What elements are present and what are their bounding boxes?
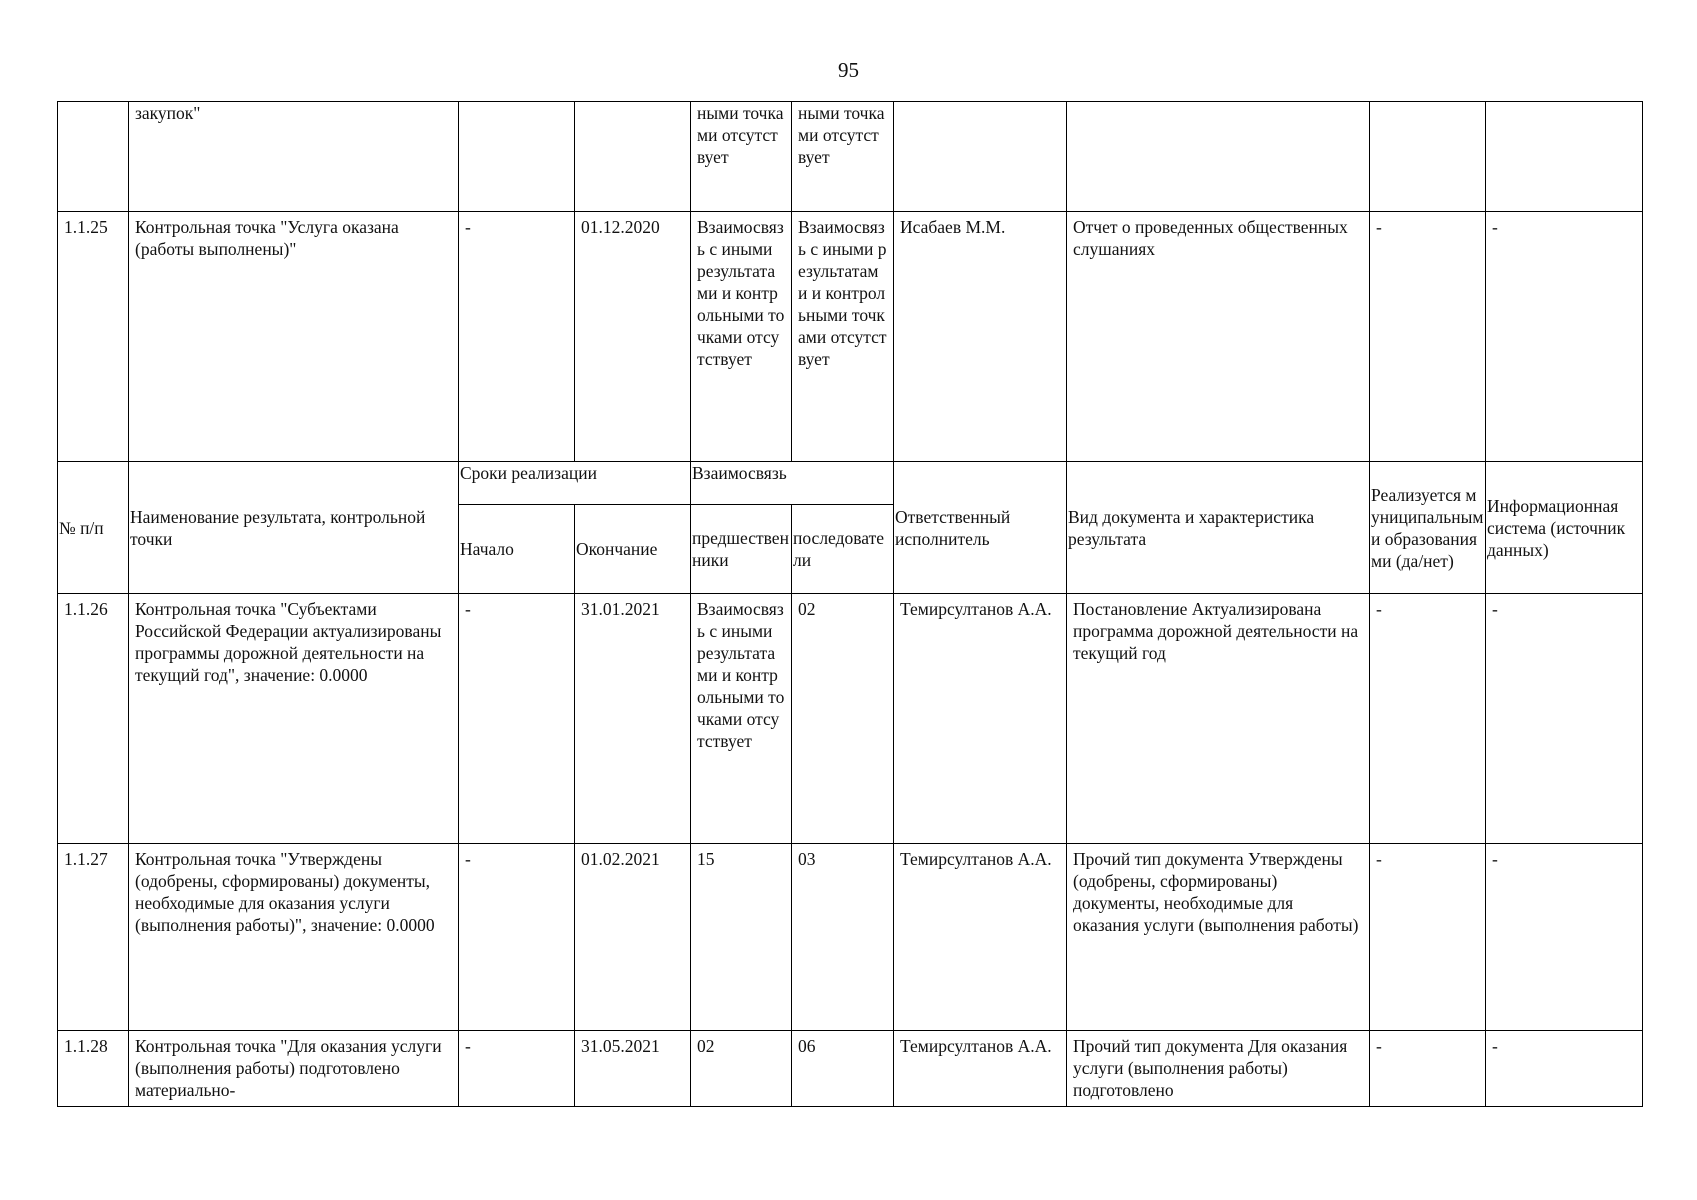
- cell-resp: [894, 102, 1067, 212]
- cell-municipal: [1370, 102, 1486, 212]
- header-name: Наименование результата, контрольной точки: [129, 462, 459, 594]
- cell-infosys: [1486, 102, 1643, 212]
- cell-start: -: [459, 1031, 575, 1107]
- page-number: 95: [838, 58, 859, 82]
- cell-infosys: -: [1486, 594, 1643, 844]
- cell-num: [58, 102, 129, 212]
- header-end: Окончание: [575, 505, 691, 594]
- cell-resp: Темирсултанов А.А.: [894, 594, 1067, 844]
- cell-start: -: [459, 212, 575, 462]
- header-resp: Ответственный исполнитель: [894, 462, 1067, 594]
- table-row: [58, 102, 1643, 212]
- cell-start: [459, 102, 575, 212]
- cell-num: 1.1.28: [58, 1031, 129, 1107]
- cell-end: [575, 102, 691, 212]
- cell-municipal: -: [1370, 212, 1486, 462]
- results-table: [57, 101, 1643, 1107]
- table-row: [58, 844, 1643, 1031]
- cell-name: Контрольная точка "Субъектами Российской Федерации актуализированы программы дорожной деятельности на текущий год", значение: 0.0000: [129, 594, 459, 844]
- cell-num: 1.1.25: [58, 212, 129, 462]
- cell-doc: [1067, 102, 1370, 212]
- cell-infosys: -: [1486, 1031, 1643, 1107]
- table-row: [58, 212, 1643, 462]
- cell-start: -: [459, 844, 575, 1031]
- cell-end: 01.12.2020: [575, 212, 691, 462]
- table-row: [58, 594, 1643, 844]
- cell-succ: Взаимосвязь с иными результатами и контрольными точками отсутствует: [792, 212, 894, 462]
- cell-pred: ными точками отсутствует: [691, 102, 792, 212]
- header-terms: Сроки реализации: [459, 462, 691, 505]
- cell-municipal: -: [1370, 844, 1486, 1031]
- cell-pred: Взаимосвязь с иными результатами и контрольными точками отсутствует: [691, 594, 792, 844]
- cell-doc: Постановление Актуализирована программа дорожной деятельности на текущий год: [1067, 594, 1370, 844]
- cell-pred: 15: [691, 844, 792, 1031]
- cell-succ: 02: [792, 594, 894, 844]
- cell-end: 01.02.2021: [575, 844, 691, 1031]
- cell-start: -: [459, 594, 575, 844]
- header-succ: последователи: [792, 505, 894, 594]
- cell-municipal: -: [1370, 594, 1486, 844]
- cell-end: 31.01.2021: [575, 594, 691, 844]
- cell-succ: 06: [792, 1031, 894, 1107]
- cell-infosys: -: [1486, 212, 1643, 462]
- cell-pred: 02: [691, 1031, 792, 1107]
- table-header-row: [58, 462, 1643, 505]
- cell-resp: Темирсултанов А.А.: [894, 1031, 1067, 1107]
- header-pred: предшественники: [691, 505, 792, 594]
- cell-doc: Отчет о проведенных общественных слушаниях: [1067, 212, 1370, 462]
- cell-doc: Прочий тип документа Для оказания услуги (выполнения работы) подготовлено: [1067, 1031, 1370, 1107]
- cell-num: 1.1.26: [58, 594, 129, 844]
- cell-name: Контрольная точка "Для оказания услуги (выполнения работы) подготовлено материально-: [129, 1031, 459, 1107]
- cell-resp: Исабаев М.М.: [894, 212, 1067, 462]
- cell-end: 31.05.2021: [575, 1031, 691, 1107]
- table-row: [58, 1031, 1643, 1107]
- header-start: Начало: [459, 505, 575, 594]
- header-doc: Вид документа и характеристика результата: [1067, 462, 1370, 594]
- header-municipal: Реализуется муниципальными образованиями (да/нет): [1370, 462, 1486, 594]
- cell-name: Контрольная точка "Утверждены (одобрены, сформированы) документы, необходимые для оказания услуги (выполнения работы)", значение: 0.0000: [129, 844, 459, 1031]
- cell-num: 1.1.27: [58, 844, 129, 1031]
- cell-succ: 03: [792, 844, 894, 1031]
- cell-name: закупок": [129, 102, 459, 212]
- cell-infosys: -: [1486, 844, 1643, 1031]
- cell-resp: Темирсултанов А.А.: [894, 844, 1067, 1031]
- header-relation: Взаимосвязь: [691, 462, 894, 505]
- header-infosys: Информационная система (источник данных): [1486, 462, 1643, 594]
- cell-succ: ными точками отсутствует: [792, 102, 894, 212]
- cell-pred: Взаимосвязь с иными результатами и контрольными точками отсутствует: [691, 212, 792, 462]
- cell-municipal: -: [1370, 1031, 1486, 1107]
- header-num: № п/п: [58, 462, 129, 594]
- cell-doc: Прочий тип документа Утверждены (одобрены, сформированы) документы, необходимые для оказания услуги (выполнения работы): [1067, 844, 1370, 1031]
- cell-name: Контрольная точка "Услуга оказана (работы выполнены)": [129, 212, 459, 462]
